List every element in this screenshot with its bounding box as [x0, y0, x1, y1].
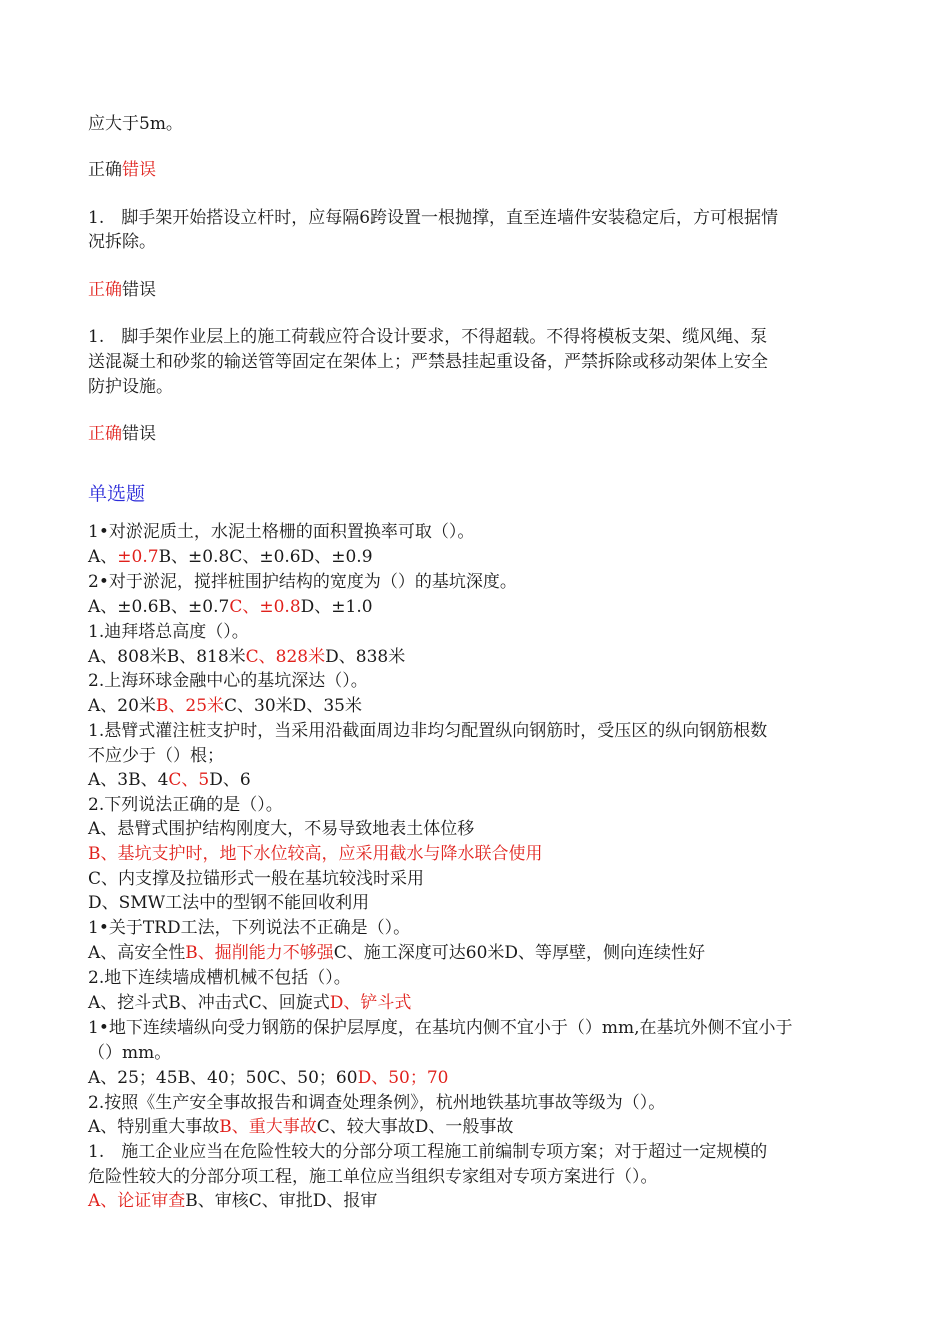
option-correct: 正确 — [88, 160, 122, 180]
tf-question-line: 防护设施。 — [88, 377, 173, 397]
mc-options: A、高安全性B、掘削能力不够强C、施工深度可达60米D、等厚壁，侧向连续性好 — [88, 943, 706, 963]
selected-option: B、重大事故 — [219, 1117, 317, 1137]
mc-question: 1•对淤泥质土，水泥土格栅的面积置换率可取（）。 — [88, 522, 475, 542]
mc-options: A、挖斗式B、冲击式C、回旋式D、铲斗式 — [88, 993, 412, 1013]
mc-option: D、SMW工法中的型钢不能回收利用 — [88, 893, 370, 913]
tf-question-line: 1. 脚手架作业层上的施工荷载应符合设计要求，不得超载。不得将模板支架、缆风绳、泵 — [88, 327, 768, 347]
selected-option: B、基坑支护时，地下水位较高，应采用截水与降水联合使用 — [88, 844, 543, 864]
mc-question: 2.地下连续墙成槽机械不包括（）。 — [88, 968, 351, 988]
mc-question: 1.迪拜塔总高度（）。 — [88, 622, 249, 642]
tf-question-line: 况拆除。 — [88, 232, 156, 252]
section-heading: 单选题 — [88, 483, 146, 505]
tf-question-line: 1. 脚手架开始搭设立杆时，应每隔6跨设置一根抛撑，直至连墙件安装稳定后，方可根据情 — [88, 208, 779, 228]
tf-answer-options — [88, 278, 156, 302]
tf-answer-options — [88, 158, 156, 182]
mc-option: A、悬臂式围护结构刚度大，不易导致地表土体位移 — [88, 819, 475, 839]
selected-option: B、25米 — [155, 696, 225, 716]
selected-option: C、±0.8 — [229, 597, 301, 617]
mc-options: A、±0.7B、±0.8C、±0.6D、±0.9 — [88, 547, 373, 567]
mc-options: A、特别重大事故B、重大事故C、较大事故D、一般事故 — [88, 1117, 514, 1137]
mc-question: （）mm。 — [88, 1043, 172, 1063]
tf-question-line: 送混凝土和砂浆的输送管等固定在架体上；严禁悬挂起重设备，严禁拆除或移动架体上安全 — [88, 352, 768, 372]
question-tail: 应大于5m。 — [88, 114, 183, 134]
selected-option: ±0.7 — [117, 547, 159, 567]
selected-option: D、50；70 — [357, 1068, 449, 1088]
mc-options: A、20米B、25米C、30米D、35米 — [88, 696, 362, 716]
mc-question: 2.按照《生产安全事故报告和调查处理条例》，杭州地铁基坑事故等级为（）。 — [88, 1093, 666, 1113]
mc-question: 1. 施工企业应当在危险性较大的分部分项工程施工前编制专项方案；对于超过一定规模的 — [88, 1142, 768, 1162]
mc-options: A、25；45B、40；50C、50；60D、50；70 — [88, 1068, 449, 1088]
selected-option: B、掘削能力不够强 — [185, 943, 334, 963]
option-wrong: 错误 — [122, 424, 156, 444]
option-correct-selected: 正确 — [88, 424, 122, 444]
mc-question: 不应少于（）根； — [88, 746, 224, 766]
mc-question: 2•对于淤泥，搅拌桩围护结构的宽度为（）的基坑深度。 — [88, 572, 517, 592]
selected-option: D、铲斗式 — [329, 993, 412, 1013]
mc-options: A、±0.6B、±0.7C、±0.8D、±1.0 — [88, 597, 373, 617]
mc-question: 1•关于TRD工法，下列说法不正确是（）。 — [88, 918, 411, 938]
mc-question: 1•地下连续墙纵向受力钢筋的保护层厚度，在基坑内侧不宜小于（）mm,在基坑外侧不宜小于 — [88, 1018, 793, 1038]
mc-options: A、3B、4C、5D、6 — [88, 770, 251, 790]
mc-question: 2.上海环球金融中心的基坑深达（）。 — [88, 671, 368, 691]
mc-option: C、内支撑及拉锚形式一般在基坑较浅时采用 — [88, 869, 425, 889]
tf-answer-options — [88, 422, 156, 446]
option-wrong-selected: 错误 — [122, 160, 156, 180]
selected-option: C、5 — [168, 770, 210, 790]
selected-option: C、828米 — [245, 647, 326, 667]
mc-question: 危险性较大的分部分项工程，施工单位应当组织专家组对专项方案进行（）。 — [88, 1167, 658, 1187]
mc-options: A、808米B、818米C、828米D、838米 — [88, 647, 406, 667]
option-wrong: 错误 — [122, 280, 156, 300]
mc-question: 1.悬臂式灌注桩支护时，当采用沿截面周边非均匀配置纵向钢筋时，受压区的纵向钢筋根数 — [88, 721, 768, 741]
mc-options: A、论证审查B、审核C、审批D、报审 — [88, 1191, 378, 1211]
selected-option: A、论证审查 — [88, 1191, 186, 1211]
mc-question: 2.下列说法正确的是（）。 — [88, 795, 283, 815]
option-correct-selected: 正确 — [88, 280, 122, 300]
